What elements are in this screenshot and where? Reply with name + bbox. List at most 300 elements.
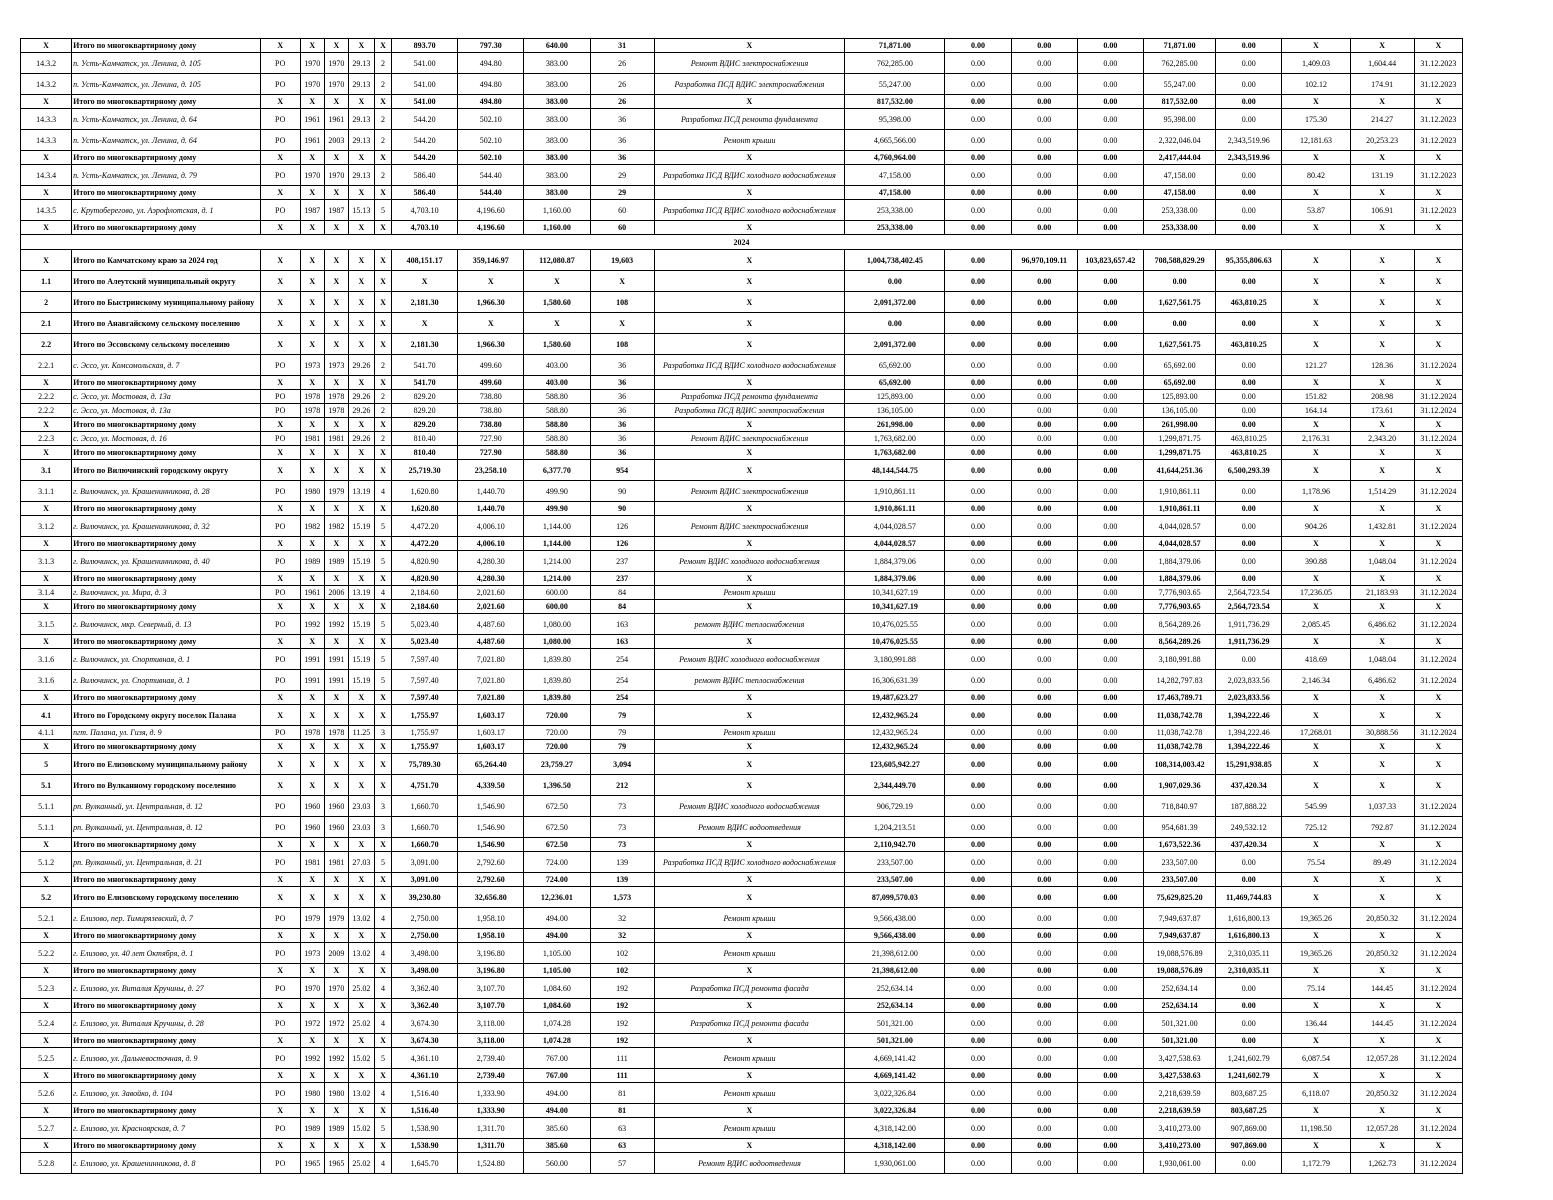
- table-cell: 803,687.25: [1216, 1104, 1282, 1118]
- table-cell: РО: [260, 1048, 300, 1069]
- table-cell: 1978: [324, 404, 348, 418]
- table-cell: 1,660.70: [392, 817, 458, 838]
- table-cell: 762,285.00: [1143, 53, 1215, 74]
- table-cell: X: [374, 502, 391, 516]
- table-cell: 3,180,991.88: [845, 649, 945, 670]
- table-total-row: [21, 635, 1463, 649]
- table-cell: X: [1414, 95, 1462, 109]
- table-cell: 3,362.40: [392, 999, 458, 1013]
- table-cell: 954: [590, 460, 654, 481]
- table-cell: 4,487.60: [458, 635, 524, 649]
- table-cell: 0.00: [1077, 376, 1143, 390]
- table-cell: 8,564,289.26: [1143, 635, 1215, 649]
- table-cell: 5.2.4: [21, 1013, 72, 1034]
- table-cell: 75,629,825.20: [1143, 887, 1215, 908]
- table-cell: 87,099,570.03: [845, 887, 945, 908]
- table-cell: 0.00: [1077, 292, 1143, 313]
- table-cell: РО: [260, 649, 300, 670]
- table-cell: 1,910,861.11: [845, 502, 945, 516]
- table-cell: 3,107.70: [458, 978, 524, 999]
- table-cell: X: [260, 1034, 300, 1048]
- table-cell: 0.00: [945, 586, 1011, 600]
- table-cell: 0.00: [1077, 1104, 1143, 1118]
- table-cell: 383.00: [524, 130, 590, 151]
- table-cell: X: [374, 740, 391, 754]
- table-cell: 1,538.90: [392, 1139, 458, 1153]
- table-cell: X: [1414, 250, 1462, 271]
- table-cell: X: [1350, 754, 1414, 775]
- table-cell: 2,750.00: [392, 929, 458, 943]
- table-cell: 12,432,965.24: [845, 726, 945, 740]
- table-cell: 2: [374, 130, 391, 151]
- table-cell: 0.00: [1216, 376, 1282, 390]
- table-row: [21, 908, 1463, 929]
- table-cell: 2,343,519.96: [1216, 130, 1282, 151]
- table-cell: 5: [374, 670, 391, 691]
- table-cell: 2,176.31: [1282, 432, 1350, 446]
- table-cell: 1,616,800.13: [1216, 908, 1282, 929]
- table-cell: 0.00: [945, 670, 1011, 691]
- table-cell: 1,966.30: [458, 334, 524, 355]
- table-cell: X: [1350, 1104, 1414, 1118]
- table-cell: 14.3.3: [21, 130, 72, 151]
- table-cell: 3: [374, 817, 391, 838]
- table-cell: 73: [590, 838, 654, 852]
- table-cell: 19,088,576.89: [1143, 964, 1215, 978]
- table-cell: 0.00: [1011, 221, 1077, 235]
- table-cell: 0.00: [1216, 852, 1282, 873]
- table-cell: X: [21, 1034, 72, 1048]
- table-cell: X: [1414, 1034, 1462, 1048]
- table-cell: 31.12.2024: [1414, 1048, 1462, 1069]
- table-cell: 3: [374, 726, 391, 740]
- table-cell: 73: [590, 817, 654, 838]
- table-cell: X: [1282, 999, 1350, 1013]
- table-cell: 1980: [300, 481, 324, 502]
- table-cell: 29: [590, 165, 654, 186]
- table-cell: 0.00: [1011, 586, 1077, 600]
- table-cell: 0.00: [1011, 999, 1077, 1013]
- table-cell: 111: [590, 1069, 654, 1083]
- table-cell: X: [1350, 460, 1414, 481]
- table-cell: X: [324, 754, 348, 775]
- table-cell: X: [348, 292, 374, 313]
- table-cell: 2,750.00: [392, 908, 458, 929]
- table-cell: 1,884,379.06: [1143, 551, 1215, 572]
- table-cell: X: [21, 537, 72, 551]
- table-cell: 1973: [324, 355, 348, 376]
- table-cell: 1,105.00: [524, 964, 590, 978]
- table-cell: X: [374, 705, 391, 726]
- table-cell: 151.82: [1282, 390, 1350, 404]
- table-cell: г. Вилючинск, ул. Мира, д. 3: [72, 586, 261, 600]
- table-cell: 1992: [324, 614, 348, 635]
- table-cell: 23.03: [348, 796, 374, 817]
- table-cell: X: [21, 572, 72, 586]
- table-cell: 0.00: [945, 649, 1011, 670]
- table-cell: 36: [590, 109, 654, 130]
- table-cell: 1973: [300, 355, 324, 376]
- table-cell: 494.80: [458, 53, 524, 74]
- table-cell: 0.00: [945, 614, 1011, 635]
- table-cell: 48,144,544.75: [845, 460, 945, 481]
- table-cell: 0.00: [945, 221, 1011, 235]
- table-cell: X: [21, 740, 72, 754]
- table-cell: X: [324, 1139, 348, 1153]
- table-cell: X: [1414, 460, 1462, 481]
- table-cell: X: [260, 376, 300, 390]
- table-cell: 0.00: [1011, 109, 1077, 130]
- table-cell: 31.12.2024: [1414, 726, 1462, 740]
- table-cell: 31.12.2024: [1414, 943, 1462, 964]
- table-cell: X: [374, 1104, 391, 1118]
- table-cell: 3,674.30: [392, 1013, 458, 1034]
- table-cell: 1970: [300, 978, 324, 999]
- table-cell: 0.00: [1077, 635, 1143, 649]
- table-cell: 0.00: [1216, 95, 1282, 109]
- table-cell: 1989: [324, 1118, 348, 1139]
- table-cell: 2,091,372.00: [845, 334, 945, 355]
- table-row: [21, 649, 1463, 670]
- table-cell: 41,644,251.36: [1143, 460, 1215, 481]
- table-cell: 0.00: [1077, 404, 1143, 418]
- table-cell: 102: [590, 964, 654, 978]
- table-cell: X: [374, 838, 391, 852]
- table-cell: X: [1350, 334, 1414, 355]
- table-cell: 192: [590, 978, 654, 999]
- table-cell: 0.00: [1011, 929, 1077, 943]
- table-row: [21, 109, 1463, 130]
- table-row: [21, 614, 1463, 635]
- table-cell: 0.00: [1011, 908, 1077, 929]
- table-cell: 2003: [324, 130, 348, 151]
- table-cell: 2: [374, 390, 391, 404]
- table-cell: 31.12.2024: [1414, 551, 1462, 572]
- table-cell: Ремонт ВДИС электроснабжения: [654, 481, 845, 502]
- table-cell: 20,253.23: [1350, 130, 1414, 151]
- table-cell: 0.00: [945, 775, 1011, 796]
- table-cell: 1,178.96: [1282, 481, 1350, 502]
- table-cell: X: [21, 151, 72, 165]
- table-total-row: [21, 754, 1463, 775]
- table-cell: 0.00: [1077, 887, 1143, 908]
- table-cell: X: [1414, 418, 1462, 432]
- table-cell: 3,196.80: [458, 964, 524, 978]
- table-cell: 0.00: [1216, 502, 1282, 516]
- table-cell: 254: [590, 649, 654, 670]
- table-cell: 767.00: [524, 1069, 590, 1083]
- table-cell: 1981: [300, 852, 324, 873]
- table-cell: 6,087.54: [1282, 1048, 1350, 1069]
- table-cell: 4,339.50: [458, 775, 524, 796]
- table-cell: X: [1282, 151, 1350, 165]
- table-cell: 1960: [300, 817, 324, 838]
- table-cell: X: [1282, 292, 1350, 313]
- table-cell: 0.00: [1216, 1034, 1282, 1048]
- table-cell: X: [1282, 838, 1350, 852]
- table-cell: X: [654, 221, 845, 235]
- table-cell: 0.00: [1077, 502, 1143, 516]
- table-cell: X: [260, 964, 300, 978]
- table-cell: 7,949,637.87: [1143, 908, 1215, 929]
- table-cell: 0.00: [1077, 39, 1143, 53]
- capital-repair-register-sheet: [20, 38, 1463, 1174]
- table-cell: X: [1350, 999, 1414, 1013]
- table-cell: X: [1350, 929, 1414, 943]
- table-cell: 75.14: [1282, 978, 1350, 999]
- table-cell: X: [1414, 964, 1462, 978]
- table-cell: 672.50: [524, 817, 590, 838]
- table-total-row: [21, 460, 1463, 481]
- table-cell: X: [1282, 271, 1350, 292]
- table-cell: 1,048.04: [1350, 551, 1414, 572]
- table-cell: X: [1414, 271, 1462, 292]
- table-cell: 7,597.40: [392, 670, 458, 691]
- table-cell: X: [1282, 250, 1350, 271]
- table-cell: X: [260, 838, 300, 852]
- table-cell: X: [348, 95, 374, 109]
- table-cell: 3.1.1: [21, 481, 72, 502]
- table-cell: 31.12.2024: [1414, 586, 1462, 600]
- table-cell: 0.00: [945, 502, 1011, 516]
- table-cell: 11,038,742.78: [1143, 705, 1215, 726]
- table-cell: 1,311.70: [458, 1139, 524, 1153]
- table-cell: 0.00: [945, 1139, 1011, 1153]
- table-cell: 494.00: [524, 908, 590, 929]
- table-cell: 3.1.2: [21, 516, 72, 537]
- table-cell: 12,432,965.24: [845, 705, 945, 726]
- table-cell: Итого по многоквартирному дому: [72, 502, 261, 516]
- table-cell: 1,516.40: [392, 1083, 458, 1104]
- table-cell: 1,839.80: [524, 670, 590, 691]
- table-cell: 0.00: [1011, 873, 1077, 887]
- table-cell: X: [374, 221, 391, 235]
- table-cell: 187,888.22: [1216, 796, 1282, 817]
- table-cell: X: [654, 1104, 845, 1118]
- table-cell: X: [654, 418, 845, 432]
- table-cell: 2,021.60: [458, 600, 524, 614]
- table-cell: 5.1.2: [21, 852, 72, 873]
- table-cell: X: [1414, 754, 1462, 775]
- table-cell: 1,048.04: [1350, 649, 1414, 670]
- table-cell: X: [374, 271, 391, 292]
- table-cell: 1961: [300, 130, 324, 151]
- table-cell: ремонт ВДИС теплоснабжения: [654, 670, 845, 691]
- table-cell: 5: [374, 614, 391, 635]
- table-cell: X: [348, 39, 374, 53]
- table-cell: 4.1: [21, 705, 72, 726]
- table-total-row: [21, 873, 1463, 887]
- table-cell: 0.00: [1077, 999, 1143, 1013]
- table-cell: 1981: [300, 432, 324, 446]
- table-cell: X: [300, 95, 324, 109]
- table-cell: 19,603: [590, 250, 654, 271]
- table-cell: X: [654, 376, 845, 390]
- table-cell: X: [300, 250, 324, 271]
- table-cell: 4,196.60: [458, 221, 524, 235]
- table-cell: 0.00: [1011, 943, 1077, 964]
- table-cell: 0.00: [1143, 313, 1215, 334]
- table-cell: X: [260, 95, 300, 109]
- table-cell: X: [1350, 600, 1414, 614]
- table-cell: 4,703.10: [392, 200, 458, 221]
- table-cell: 0.00: [1216, 873, 1282, 887]
- table-cell: 0.00: [1077, 600, 1143, 614]
- table-cell: 1960: [300, 796, 324, 817]
- table-cell: 1961: [324, 109, 348, 130]
- table-cell: 0.00: [1011, 838, 1077, 852]
- table-cell: 502.10: [458, 151, 524, 165]
- table-cell: 237: [590, 572, 654, 586]
- table-cell: X: [1282, 446, 1350, 460]
- table-cell: X: [1350, 887, 1414, 908]
- table-cell: 4,703.10: [392, 221, 458, 235]
- table-cell: X: [300, 39, 324, 53]
- table-cell: 2.2.2: [21, 390, 72, 404]
- table-cell: 0.00: [1011, 271, 1077, 292]
- table-cell: 1,930,061.00: [845, 1153, 945, 1174]
- table-cell: X: [324, 1104, 348, 1118]
- table-cell: 0.00: [1077, 705, 1143, 726]
- table-cell: 1980: [324, 1083, 348, 1104]
- table-cell: 5,023.40: [392, 635, 458, 649]
- table-cell: 173.61: [1350, 404, 1414, 418]
- table-cell: 13.19: [348, 586, 374, 600]
- table-cell: X: [260, 446, 300, 460]
- table-cell: X: [654, 929, 845, 943]
- table-cell: 36: [590, 390, 654, 404]
- table-cell: X: [1350, 95, 1414, 109]
- table-cell: 4: [374, 481, 391, 502]
- table-cell: X: [324, 537, 348, 551]
- table-cell: 31.12.2023: [1414, 109, 1462, 130]
- table-cell: 1,910,861.11: [1143, 481, 1215, 502]
- table-cell: 1,673,522.36: [1143, 838, 1215, 852]
- table-row: [21, 404, 1463, 418]
- table-cell: X: [260, 572, 300, 586]
- table-cell: X: [1350, 446, 1414, 460]
- table-cell: 0.00: [1011, 1069, 1077, 1083]
- table-cell: 1,755.97: [392, 740, 458, 754]
- table-cell: X: [348, 460, 374, 481]
- table-cell: 75.54: [1282, 852, 1350, 873]
- table-cell: 0.00: [1011, 691, 1077, 705]
- table-cell: X: [21, 95, 72, 109]
- table-cell: 359,146.97: [458, 250, 524, 271]
- table-cell: X: [590, 313, 654, 334]
- table-cell: X: [1414, 537, 1462, 551]
- table-cell: 15,291,938.85: [1216, 754, 1282, 775]
- table-cell: 121.27: [1282, 355, 1350, 376]
- table-cell: X: [348, 691, 374, 705]
- table-cell: 1,546.90: [458, 796, 524, 817]
- table-cell: X: [1350, 502, 1414, 516]
- table-cell: 1,037.33: [1350, 796, 1414, 817]
- table-cell: 0.00: [1011, 53, 1077, 74]
- table-cell: 4,760,964.00: [845, 151, 945, 165]
- table-cell: X: [348, 221, 374, 235]
- table-cell: 0.00: [1216, 999, 1282, 1013]
- table-cell: 1970: [300, 53, 324, 74]
- table-cell: 0.00: [945, 873, 1011, 887]
- table-cell: 0.00: [1143, 271, 1215, 292]
- table-cell: 4,669,141.42: [845, 1048, 945, 1069]
- table-cell: 29.13: [348, 74, 374, 95]
- table-cell: 3,427,538.63: [1143, 1048, 1215, 1069]
- table-cell: 3,180,991.88: [1143, 649, 1215, 670]
- table-cell: X: [324, 39, 348, 53]
- table-cell: Итого по Вулканному городскому поселению: [72, 775, 261, 796]
- table-cell: X: [260, 502, 300, 516]
- table-cell: 541.70: [392, 355, 458, 376]
- table-cell: 1,074.28: [524, 1013, 590, 1034]
- table-row: [21, 200, 1463, 221]
- table-cell: 0.00: [1077, 1153, 1143, 1174]
- table-cell: с. Эссо, ул. Мостовая, д. 13а: [72, 390, 261, 404]
- table-cell: X: [524, 271, 590, 292]
- table-cell: X: [348, 740, 374, 754]
- table-cell: 0.00: [1011, 376, 1077, 390]
- table-cell: 2: [374, 109, 391, 130]
- table-cell: РО: [260, 1153, 300, 1174]
- table-cell: 163: [590, 635, 654, 649]
- table-cell: 0.00: [1011, 1013, 1077, 1034]
- table-cell: X: [348, 1104, 374, 1118]
- table-cell: 0.00: [1011, 1139, 1077, 1153]
- table-cell: 0.00: [1077, 221, 1143, 235]
- table-cell: X: [300, 460, 324, 481]
- table-cell: X: [324, 292, 348, 313]
- table-cell: X: [260, 313, 300, 334]
- table-cell: 810.40: [392, 446, 458, 460]
- table-cell: Итого по Вилючинский городскому округу: [72, 460, 261, 481]
- table-cell: 0.00: [1077, 130, 1143, 151]
- table-cell: X: [324, 250, 348, 271]
- table-cell: X: [1350, 271, 1414, 292]
- table-cell: X: [300, 334, 324, 355]
- table-cell: 108: [590, 292, 654, 313]
- table-cell: X: [300, 572, 324, 586]
- table-cell: 15.19: [348, 670, 374, 691]
- table-row: [21, 670, 1463, 691]
- table-cell: 0.00: [945, 1083, 1011, 1104]
- table-cell: Итого по многоквартирному дому: [72, 1104, 261, 1118]
- table-cell: 1,084.60: [524, 978, 590, 999]
- table-cell: 724.00: [524, 873, 590, 887]
- table-cell: 15.13: [348, 200, 374, 221]
- table-cell: РО: [260, 943, 300, 964]
- table-cell: 23.03: [348, 817, 374, 838]
- table-cell: г. Елизово, ул. Виталия Кручины, д. 27: [72, 978, 261, 999]
- table-cell: X: [324, 705, 348, 726]
- table-cell: 19,487,623.27: [845, 691, 945, 705]
- table-cell: 3,498.00: [392, 943, 458, 964]
- table-cell: X: [260, 754, 300, 775]
- table-cell: Ремонт крыши: [654, 130, 845, 151]
- table-cell: с. Эссо, ул. Комсомольская, д. 7: [72, 355, 261, 376]
- table-cell: 1970: [300, 165, 324, 186]
- table-cell: г. Елизово, пер. Тимирязевский, д. 7: [72, 908, 261, 929]
- table-cell: г. Елизово, ул. Крашенинникова, д. 8: [72, 1153, 261, 1174]
- table-cell: РО: [260, 53, 300, 74]
- table-cell: 1982: [300, 516, 324, 537]
- table-cell: X: [654, 1139, 845, 1153]
- table-cell: 20,850.32: [1350, 908, 1414, 929]
- table-cell: 163: [590, 614, 654, 635]
- table-cell: 0.00: [1077, 446, 1143, 460]
- table-cell: X: [300, 838, 324, 852]
- table-cell: 0.00: [1077, 572, 1143, 586]
